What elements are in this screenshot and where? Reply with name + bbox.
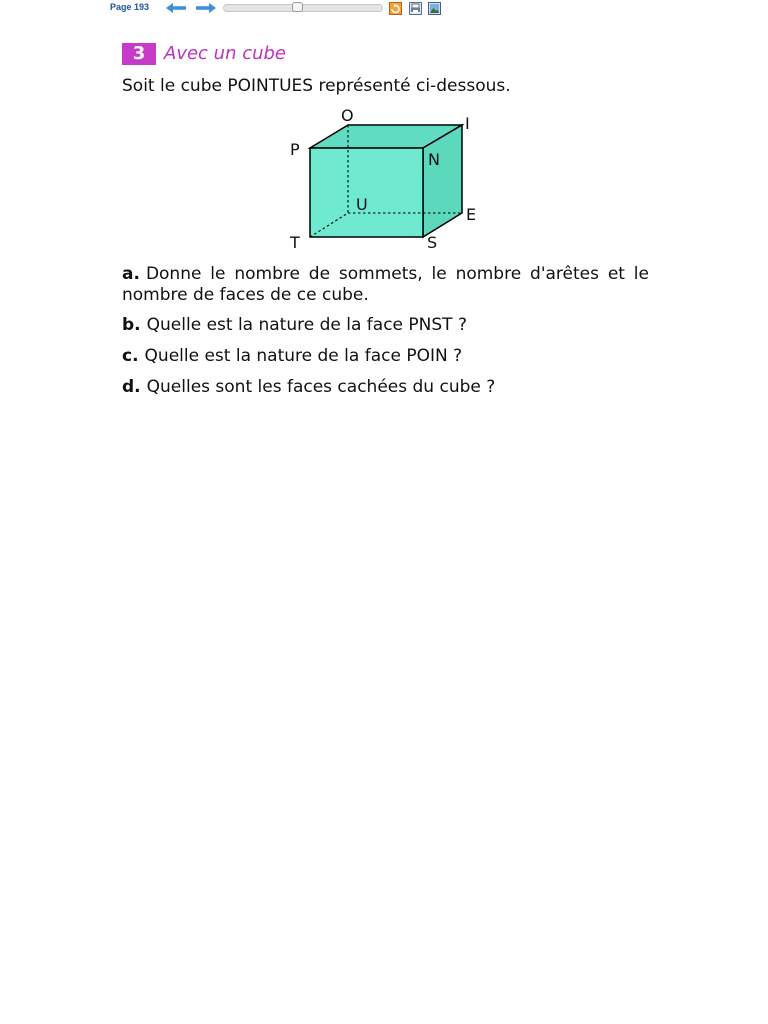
question-b [122,315,649,336]
cube-figure [282,106,492,254]
image-icon[interactable] [428,2,441,15]
vertex-label-e: E [466,205,477,224]
vertex-label-s: S [427,233,438,252]
question-a-letter: a. [122,264,140,284]
exercise-number-badge: 3 [122,43,156,65]
question-a [122,264,649,306]
vertex-label-t: T [290,233,300,252]
page-slider-thumb[interactable] [292,2,303,12]
refresh-icon[interactable] [389,2,402,15]
question-c-text: Quelle est la nature de la face POIN ? [144,346,463,366]
vertex-label-i: I [465,114,470,133]
question-a-text: Donne le nombre de sommets, le nombre d'arêtes et le nombre de faces de ce cube. [122,264,649,305]
vertex-label-p: P [290,140,300,159]
question-b-letter: b. [122,315,141,335]
question-d-text: Quelles sont les faces cachées du cube ? [146,377,496,397]
exercise-title: Avec un cube [164,43,287,64]
vertex-label-n: N [428,150,440,169]
cube-front-face [310,148,423,237]
question-b-text: Quelle est la nature de la face PNST ? [146,315,467,335]
arrow-right-icon[interactable] [196,3,216,13]
question-c-letter: c. [122,346,139,366]
exercise-intro: Soit le cube POINTUES représenté ci-dessous. [122,76,511,96]
question-d-letter: d. [122,377,141,397]
page-number-label: Page 193 [110,2,150,12]
viewer-toolbar [0,0,768,17]
vertex-label-o: O [341,106,354,125]
question-d [122,377,649,398]
vertex-label-u: U [356,195,368,214]
page-slider-track[interactable] [223,4,383,12]
arrow-left-icon[interactable] [166,3,186,13]
print-icon[interactable] [409,2,422,15]
question-c [122,346,649,367]
